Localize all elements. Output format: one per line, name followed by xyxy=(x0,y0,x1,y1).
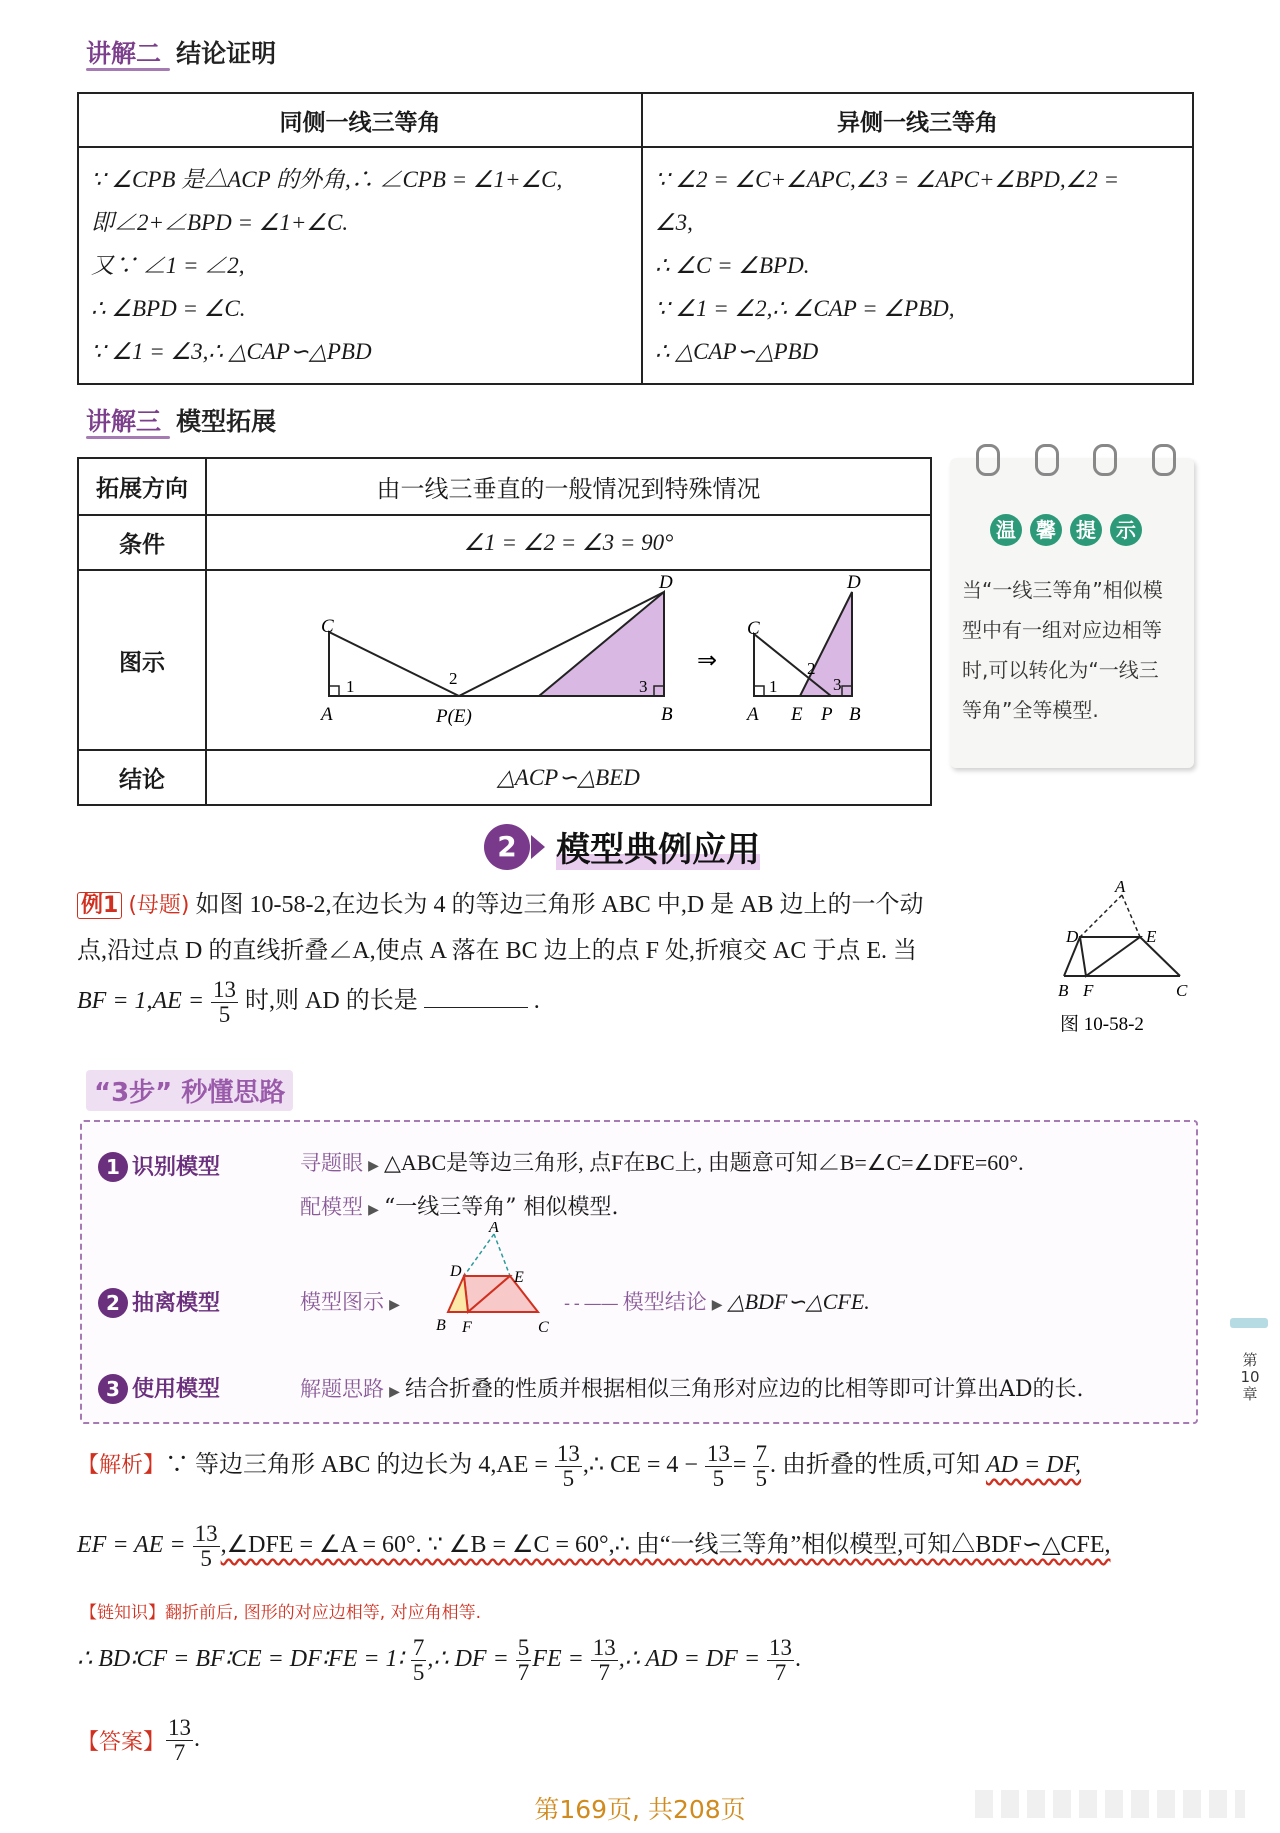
proof-left xyxy=(78,147,642,384)
triangle-right-icon: ▶ xyxy=(389,1384,400,1400)
step-text: 结合折叠的性质并根据相似三角形对应边的比相等即可计算出AD的长. xyxy=(404,1377,1084,1402)
tip-line: 等角”全等模型. xyxy=(962,698,1099,722)
problem-line: 点,沿过点 D 的直线折叠∠A,使点 A 落在 BC 边上的点 F 处,折痕交 AC 于点 E. 当 xyxy=(77,937,918,964)
model-figure xyxy=(209,572,929,742)
implies-arrow: ⇒ xyxy=(696,646,717,674)
analysis-text: FE = xyxy=(532,1646,584,1673)
row-value: ∠1 = ∠2 = ∠3 = 90° xyxy=(206,515,931,570)
step-number: 3 xyxy=(98,1374,128,1404)
part-heading xyxy=(484,822,760,871)
header-opposite-side: 异侧一线三等角 xyxy=(642,93,1193,147)
angle-1: 1 xyxy=(768,677,777,696)
tag-underline xyxy=(86,436,170,439)
tip-text xyxy=(962,570,1163,730)
label-c: C xyxy=(538,1319,549,1336)
section-heading-3 xyxy=(86,402,276,438)
analysis-line-1 xyxy=(77,1442,1217,1491)
label-a: A xyxy=(1115,880,1126,896)
analysis-text: ,∴ AD = DF = xyxy=(618,1646,761,1673)
tag-underline xyxy=(86,68,170,71)
fraction: $\frac{13}{5}$ xyxy=(194,1521,218,1572)
dashed-segment xyxy=(494,1234,510,1276)
extension-table xyxy=(77,457,932,806)
angle-1: 1 xyxy=(345,677,354,696)
proof-line: ∵ ∠1 = ∠2,∴ ∠CAP = ∠PBD, xyxy=(655,296,955,321)
tip-card xyxy=(950,458,1194,768)
step-3-row xyxy=(300,1372,1084,1403)
step-2-key xyxy=(300,1286,400,1316)
step-2-badge xyxy=(98,1286,220,1318)
part-number: 2 xyxy=(484,824,530,870)
fraction: $\frac{13}{7}$ xyxy=(168,1715,192,1766)
step-number: 1 xyxy=(98,1152,128,1182)
step-key: 模型结论 xyxy=(622,1290,707,1314)
dashed-segment xyxy=(464,1234,494,1276)
step-1-row-2 xyxy=(300,1190,618,1221)
problem-line: 时,则 AD 的长是 xyxy=(245,988,418,1015)
step-key: 配模型 xyxy=(300,1195,363,1219)
triangle-right-icon: ▶ xyxy=(368,1158,379,1174)
fraction: $\frac{13}{5}$ xyxy=(706,1441,730,1492)
analysis-text: ,∴ CE = 4 − xyxy=(582,1452,698,1479)
analysis-label: 【解析】 xyxy=(77,1453,166,1479)
step-3-badge xyxy=(98,1372,220,1404)
section-title: 模型拓展 xyxy=(176,407,277,436)
fraction: $\frac{13}{7}$ xyxy=(769,1635,793,1686)
angle-3: 3 xyxy=(832,675,841,694)
angle-3: 3 xyxy=(638,677,647,696)
ring-icon xyxy=(1035,444,1059,476)
example-tag: (母题) xyxy=(128,893,190,918)
step-title: 抽离模型 xyxy=(132,1291,221,1316)
label-c: C xyxy=(320,616,334,637)
analysis-line-3 xyxy=(77,1636,1217,1685)
analysis-text: ,∴ DF = xyxy=(427,1646,509,1673)
analysis-text: . 由折叠的性质,可知 xyxy=(769,1452,980,1479)
ring-icon xyxy=(976,444,1000,476)
label-b: B xyxy=(436,1317,446,1334)
problem-end: . xyxy=(533,988,540,1015)
dashed-segment xyxy=(1080,895,1122,937)
label-b: B xyxy=(660,704,673,725)
fold-triangle xyxy=(1080,937,1140,976)
step-2-conclusion xyxy=(564,1286,870,1316)
section-tag: 讲解二 xyxy=(86,39,162,68)
row-label: 结论 xyxy=(78,750,206,805)
analysis-text: ∴ BD∶CF = BF∶CE = DF∶FE = 1∶ xyxy=(77,1646,404,1673)
right-angle-mark xyxy=(754,686,764,696)
analysis-text: = xyxy=(732,1452,747,1479)
proof-line: ∠3, xyxy=(655,210,693,235)
knowledge-note: 【链知识】翻折前后, 图形的对应边相等, 对应角相等. xyxy=(80,1603,482,1623)
label-d: D xyxy=(658,572,673,593)
header-same-side: 同侧一线三等角 xyxy=(78,93,642,147)
proof-line: ∵ ∠2 = ∠C+∠APC,∠3 = ∠APC+∠BPD,∠2 = xyxy=(655,167,1119,192)
step-title: 识别模型 xyxy=(132,1155,221,1180)
problem-line: BF = 1,AE = xyxy=(77,988,205,1015)
step-1-badge xyxy=(98,1150,220,1182)
tip-char: 温 xyxy=(990,514,1022,546)
row-value: 由一线三垂直的一般情况到特殊情况 xyxy=(206,458,931,515)
triangle-right-icon: ▶ xyxy=(389,1297,400,1313)
section-title: 结论证明 xyxy=(176,39,277,68)
proof-line: ∴ ∠C = ∠BPD. xyxy=(655,253,810,278)
proof-line: ∴ ∠BPD = ∠C. xyxy=(91,296,246,321)
chapter-tab xyxy=(1238,1352,1262,1403)
label-a: A xyxy=(489,1222,499,1236)
label-c: C xyxy=(746,618,760,639)
ring-icon xyxy=(1093,444,1117,476)
fraction: $\frac{5}{7}$ xyxy=(517,1635,530,1686)
proof-table xyxy=(77,92,1194,385)
row-label: 条件 xyxy=(78,515,206,570)
analysis-line-2 xyxy=(77,1522,1217,1571)
chapter-tab-marker xyxy=(1230,1318,1268,1328)
steps-heading: “3步” 秒懂思路 xyxy=(86,1070,293,1111)
step-key: 模型图示 xyxy=(300,1290,384,1314)
tip-line: 时,可以转化为“一线三 xyxy=(962,658,1159,682)
tip-line: 当“一线三等角”相似模 xyxy=(962,578,1163,602)
label-e: E xyxy=(514,1269,524,1286)
label-b: B xyxy=(1058,981,1069,1000)
analysis-highlight: AD = DF, xyxy=(985,1452,1082,1479)
shaded-triangle xyxy=(800,592,852,696)
label-p: P xyxy=(820,704,833,725)
row-value: △ACP∽△BED xyxy=(206,750,931,805)
analysis-text: ∵ 等边三角形 ABC 的边长为 4,AE = xyxy=(165,1452,548,1479)
label-d: D xyxy=(846,572,861,593)
label-d: D xyxy=(1066,927,1079,946)
answer-label: 【答案】 xyxy=(77,1730,166,1756)
step-1-row-1 xyxy=(300,1146,1024,1177)
step-text: △BDF∽△CFE. xyxy=(727,1289,870,1314)
steps-box xyxy=(80,1120,1198,1424)
page-footer: 第169页, 共208页 xyxy=(534,1795,746,1824)
step-text: △ABC是等边三角形, 点F在BC上, 由题意可知∠B=∠C=∠DFE=60°. xyxy=(383,1150,1024,1175)
proof-line: 即∠2+∠BPD = ∠1+∠C. xyxy=(91,210,349,235)
proof-line: ∵ ∠1 = ∠3,∴ △CAP∽△PBD xyxy=(91,339,372,364)
example-figure xyxy=(1058,880,1198,1060)
triangle-right-icon: ▶ xyxy=(368,1202,379,1218)
step-title: 使用模型 xyxy=(132,1377,221,1402)
triangle-bdf xyxy=(448,1276,468,1312)
triangle-right-icon: ▶ xyxy=(711,1297,723,1313)
part-title: 模型典例应用 xyxy=(556,830,761,870)
problem-line: 如图 10-58-2,在边长为 4 的等边三角形 ABC 中,D 是 AB 边上的一个动 xyxy=(195,892,924,918)
angle-2: 2 xyxy=(448,669,457,688)
right-angle-mark xyxy=(329,686,339,696)
fraction: $\frac{13}{5}$ xyxy=(213,977,237,1028)
answer-line xyxy=(77,1716,200,1765)
tip-char: 提 xyxy=(1070,514,1102,546)
tip-char: 馨 xyxy=(1030,514,1062,546)
step-2-figure xyxy=(434,1222,554,1352)
dashed-segment xyxy=(1122,895,1140,937)
answer-end: . xyxy=(194,1726,201,1753)
label-a: A xyxy=(320,704,333,725)
fraction: $\frac{13}{5}$ xyxy=(556,1441,580,1492)
answer-blank xyxy=(424,1007,528,1008)
figure-cell xyxy=(206,570,931,750)
chapter-tab-text: 章 xyxy=(1242,1385,1258,1403)
chapter-tab-text: 第 xyxy=(1242,1351,1258,1369)
label-a: A xyxy=(746,704,759,725)
figure-caption: 图 10-58-2 xyxy=(1060,1014,1144,1035)
ring-icon xyxy=(1152,444,1176,476)
row-label: 拓展方向 xyxy=(78,458,206,515)
dotted-arrow: - - —— xyxy=(564,1293,618,1314)
label-b: B xyxy=(848,704,861,725)
binder-rings xyxy=(976,444,1176,476)
label-e: E xyxy=(1146,927,1157,946)
tip-title xyxy=(990,514,1142,546)
step-key: 解题思路 xyxy=(300,1377,384,1401)
proof-line: ∴ △CAP∽△PBD xyxy=(655,339,819,364)
chapter-tab-text: 10 xyxy=(1240,1368,1260,1386)
section-heading-2 xyxy=(86,34,276,70)
example-problem xyxy=(77,883,1057,1027)
proof-line: ∵ ∠CPB 是△ACP 的外角,∴ ∠CPB = ∠1+∠C, xyxy=(91,167,563,192)
fraction: $\frac{7}{5}$ xyxy=(412,1635,425,1686)
label-f: F xyxy=(462,1319,472,1336)
label-f: F xyxy=(1083,981,1094,1000)
analysis-text: . xyxy=(795,1646,802,1673)
proof-line: 又∵ ∠1 = ∠2, xyxy=(91,253,245,278)
step-text: “一线三等角” 相似模型. xyxy=(383,1195,619,1220)
angle-2: 2 xyxy=(806,659,815,678)
step-key: 寻题眼 xyxy=(300,1151,363,1175)
fraction: $\frac{13}{7}$ xyxy=(592,1635,616,1686)
label-pe: P(E) xyxy=(435,706,472,727)
fraction: $\frac{7}{5}$ xyxy=(755,1441,767,1492)
label-c: C xyxy=(1176,981,1188,1000)
label-e: E xyxy=(790,704,803,725)
label-d: D xyxy=(450,1263,462,1280)
analysis-text: EF = AE = xyxy=(77,1532,186,1559)
arrow-icon xyxy=(531,835,545,859)
analysis-text: ,∠DFE = ∠A = 60°. ∵ ∠B = ∠C = 60°,∴ 由“一线三等角”相似模型,可知△BDF∽△CFE, xyxy=(220,1532,1111,1559)
tip-line: 型中有一组对应边相等 xyxy=(962,618,1162,642)
row-label: 图示 xyxy=(78,570,206,750)
proof-right xyxy=(642,147,1193,384)
tip-char: 示 xyxy=(1110,514,1142,546)
section-tag: 讲解三 xyxy=(86,407,162,436)
example-label: 例1 xyxy=(77,892,122,919)
step-number: 2 xyxy=(98,1288,128,1318)
